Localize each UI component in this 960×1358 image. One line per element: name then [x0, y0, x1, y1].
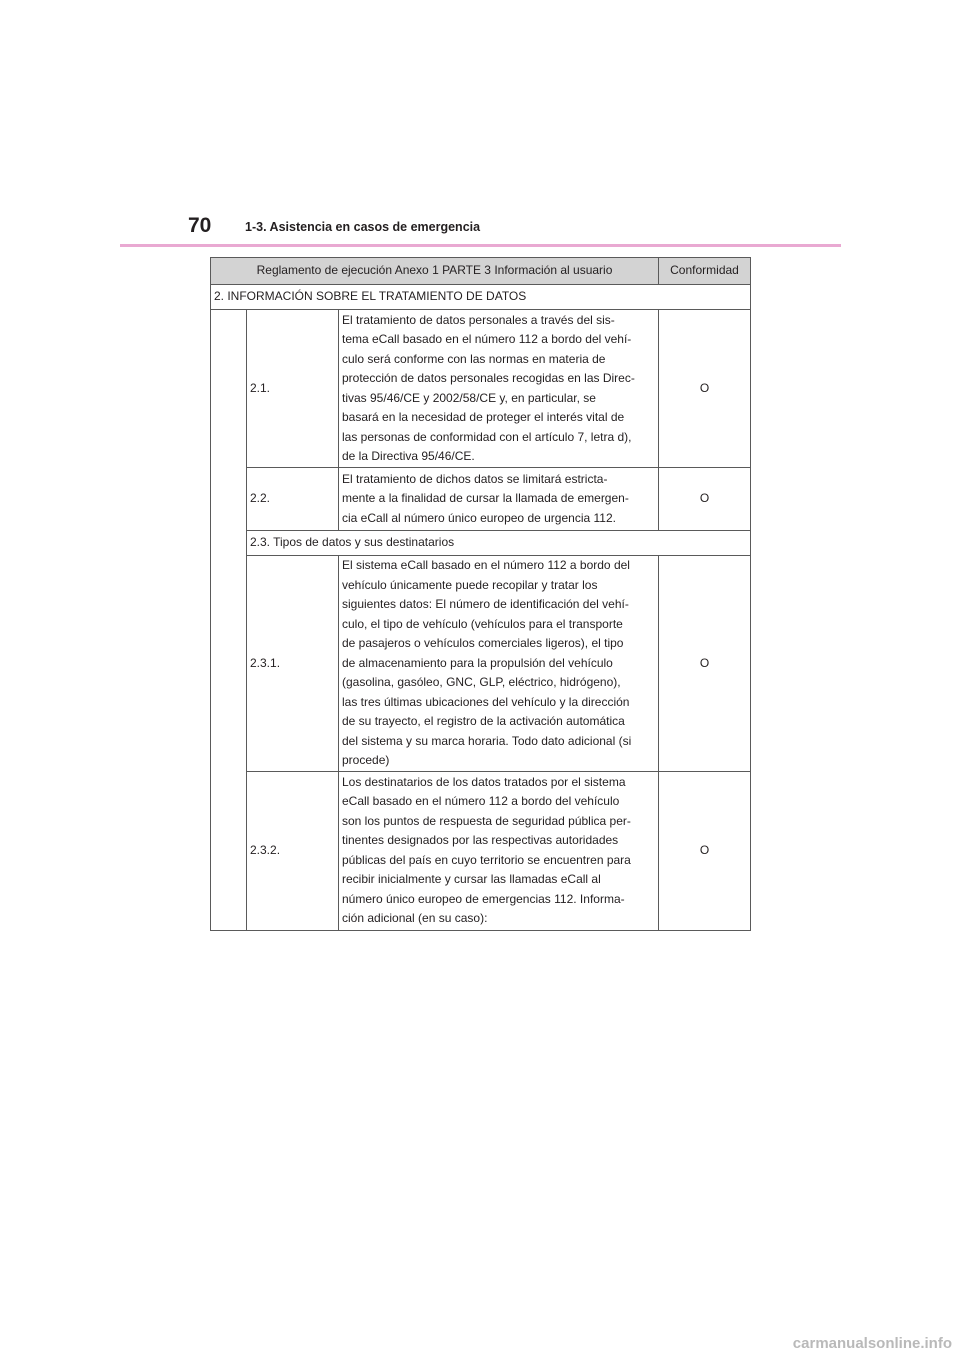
- row-number: 2.2.: [247, 468, 339, 531]
- row-conformity: O: [659, 310, 751, 468]
- text-line: del sistema y su marca horaria. Todo dato adicional (si: [342, 733, 632, 748]
- table-row: [211, 310, 751, 468]
- text-line: número único europeo de emergencias 112. Informa-: [342, 891, 625, 906]
- table-row: [211, 771, 751, 930]
- row-number: 2.1.: [247, 310, 339, 468]
- text-line: públicas del país en cuyo territorio se encuentren para: [342, 852, 631, 867]
- text-line: protección de datos personales recogidas en las Direc-: [342, 371, 635, 385]
- table-row: [211, 556, 751, 772]
- table-row: [211, 468, 751, 531]
- text-line: siguientes datos: El número de identificación del vehí-: [342, 597, 629, 611]
- subsection-row: [211, 531, 751, 556]
- text-line: cia eCall al número único europeo de urgencia 112.: [342, 510, 616, 525]
- text-line: tinentes designados por las respectivas autoridades: [342, 833, 619, 847]
- table-header-row: [211, 258, 751, 285]
- text-line: mente a la finalidad de cursar la llamada de emergen-: [342, 491, 629, 506]
- row-text: [339, 771, 659, 930]
- regulation-table: [210, 257, 751, 931]
- header-rule: [120, 244, 841, 247]
- indent-cell: [211, 310, 247, 931]
- text-line: tema eCall basado en el número 112 a bordo del vehí-: [342, 332, 632, 346]
- row-number: 2.3.2.: [247, 771, 339, 930]
- section-title: 1-3. Asistencia en casos de emergencia: [245, 220, 481, 234]
- subsection-heading: 2.3. Tipos de datos y sus destinatarios: [247, 531, 751, 556]
- text-line: de pasajeros o vehículos comerciales ligeros), el tipo: [342, 636, 624, 650]
- row-text: [339, 310, 659, 468]
- text-line: El tratamiento de datos personales a través del sis-: [342, 312, 615, 327]
- text-line: eCall basado en el número 112 a bordo del vehículo: [342, 794, 620, 808]
- text-line: de almacenamiento para la propulsión del vehículo: [342, 655, 613, 670]
- text-line: son los puntos de respuesta de seguridad pública per-: [342, 813, 631, 828]
- text-line: culo, el tipo de vehículo (vehículos para el transporte: [342, 616, 623, 631]
- text-line: recibir inicialmente y cursar las llamadas eCall al: [342, 872, 601, 886]
- section-row: [211, 285, 751, 310]
- text-line: tivas 95/46/CE y 2002/58/CE y, en particular, se: [342, 390, 596, 405]
- text-line: las tres últimas ubicaciones del vehículo y la dirección: [342, 694, 630, 709]
- header-regulation: Reglamento de ejecución Anexo 1 PARTE 3 Información al usuario: [211, 258, 659, 285]
- text-line: de su trayecto, el registro de la activación automática: [342, 714, 625, 728]
- text-line: El tratamiento de dichos datos se limitará estricta-: [342, 471, 608, 486]
- text-line: ción adicional (en su caso):: [342, 911, 488, 925]
- row-conformity: O: [659, 468, 751, 531]
- text-line: (gasolina, gasóleo, GNC, GLP, eléctrico, hidrógeno),: [342, 675, 621, 689]
- header-conformity: Conformidad: [659, 258, 751, 285]
- text-line: basará en la necesidad de proteger el interés vital de: [342, 410, 625, 424]
- row-conformity: O: [659, 556, 751, 772]
- text-line: vehículo únicamente puede recopilar y tratar los: [342, 577, 598, 592]
- text-line: El sistema eCall basado en el número 112 a bordo del: [342, 558, 630, 572]
- text-line: culo será conforme con las normas en materia de: [342, 351, 606, 366]
- row-text: [339, 556, 659, 772]
- page-number: 70: [188, 214, 212, 237]
- text-line: procede): [342, 753, 390, 767]
- row-text: [339, 468, 659, 531]
- section-heading: 2. INFORMACIÓN SOBRE EL TRATAMIENTO DE DATOS: [211, 285, 751, 310]
- text-line: de la Directiva 95/46/CE.: [342, 449, 475, 463]
- row-conformity: O: [659, 771, 751, 930]
- text-line: Los destinatarios de los datos tratados por el sistema: [342, 774, 626, 789]
- row-number: 2.3.1.: [247, 556, 339, 772]
- text-line: las personas de conformidad con el artículo 7, letra d),: [342, 429, 632, 444]
- watermark-logo: carmanualsonline.info: [792, 1335, 952, 1352]
